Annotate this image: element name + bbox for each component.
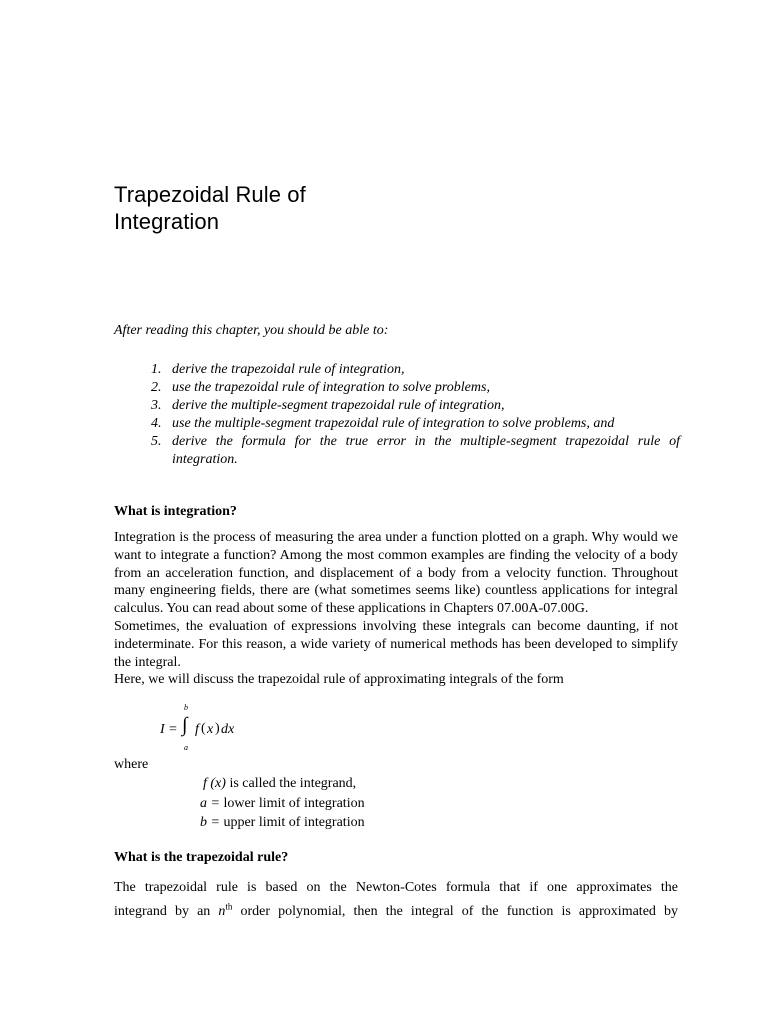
objective-item	[114, 415, 680, 433]
definition-text: lower limit of integration	[223, 795, 365, 811]
equation-lhs: I =	[160, 722, 178, 737]
definition-text: is called the integrand,	[229, 776, 357, 791]
definition-symbol: a =	[200, 795, 220, 811]
section-body-trapezoidal-rule	[114, 876, 678, 924]
definitions-list	[200, 774, 365, 833]
trapezoidal-line-1: The trapezoidal rule is based on the Newton-Cotes formula that if one approximates the	[114, 880, 678, 895]
definition-text: upper limit of integration	[223, 815, 365, 830]
upper-limit: b	[184, 703, 188, 712]
ordinal-superscript: th	[225, 901, 233, 912]
definition-symbol: b =	[200, 815, 220, 830]
chapter-title	[114, 181, 306, 235]
section-body-integration	[114, 529, 678, 689]
paragraph-numerical-methods: Sometimes, the evaluation of expressions involving these integrals can become daunting, if not indeterminate. For this reason, a wide variety of numerical methods has been developed to simplify the integral.	[114, 618, 678, 670]
chapter-title-line-2: Integration	[114, 209, 220, 234]
paragraph-integration-definition: Integration is the process of measuring the area under a function plotted on a graph. Why would we want to integrate a function? Among the most common examples are finding the velocity of a body from an acceleration function, and displacement of a body from a velocity function. Throughout many engineering fields, there are (what sometimes seems like) countless applications for integral calculus. You can read about some of these applications in Chapters 07.00A-07.00G.	[114, 530, 678, 617]
objective-text: derive the multiple-segment trapezoidal rule of integration,	[172, 398, 505, 413]
lower-limit: a	[184, 743, 188, 752]
objective-number: 4.	[151, 416, 162, 431]
objectives-intro: After reading this chapter, you should be able to:	[114, 323, 389, 338]
objective-number: 1.	[151, 362, 162, 377]
definition-row	[200, 813, 365, 833]
objective-item	[114, 361, 680, 379]
section-heading-integration: What is integration?	[114, 504, 237, 519]
integral-sign: ∫	[182, 714, 188, 736]
definition-symbol: f (x)	[203, 776, 226, 791]
integral-equation	[160, 703, 280, 756]
objective-text: derive the formula for the true error in the multiple-segment trapezoidal rule of integration.	[172, 434, 680, 467]
objectives-list	[114, 361, 680, 469]
equation-paren-close: )	[215, 721, 220, 736]
trapezoidal-line-2-start: integrand by an	[114, 904, 211, 919]
objective-item	[114, 379, 680, 397]
chapter-title-line-1: Trapezoidal Rule of	[114, 182, 306, 207]
definition-row	[200, 794, 365, 814]
objective-text: use the multiple-segment trapezoidal rule of integration to solve problems, and	[172, 416, 615, 431]
where-label: where	[114, 757, 149, 772]
equation-variable: x	[207, 722, 214, 737]
objective-item	[114, 397, 680, 415]
paragraph-trapezoidal-intro: Here, we will discuss the trapezoidal rule of approximating integrals of the form	[114, 672, 564, 688]
objective-number: 2.	[151, 380, 162, 395]
objective-number: 3.	[151, 398, 162, 413]
objective-text: derive the trapezoidal rule of integration,	[172, 362, 405, 377]
equation-function: f	[195, 722, 199, 737]
objective-item	[114, 433, 680, 469]
trapezoidal-line-2	[114, 900, 678, 924]
definition-row	[200, 774, 365, 794]
equation-differential: dx	[221, 722, 235, 737]
equation-paren-open: (	[201, 721, 206, 736]
section-heading-trapezoidal-rule: What is the trapezoidal rule?	[114, 850, 289, 865]
trapezoidal-line-2-end: order polynomial, then the integral of the function is approximated by	[240, 904, 679, 919]
polynomial-order-symbol: n	[218, 904, 226, 919]
objective-number: 5.	[151, 434, 162, 449]
objective-text: use the trapezoidal rule of integration to solve problems,	[172, 380, 490, 395]
